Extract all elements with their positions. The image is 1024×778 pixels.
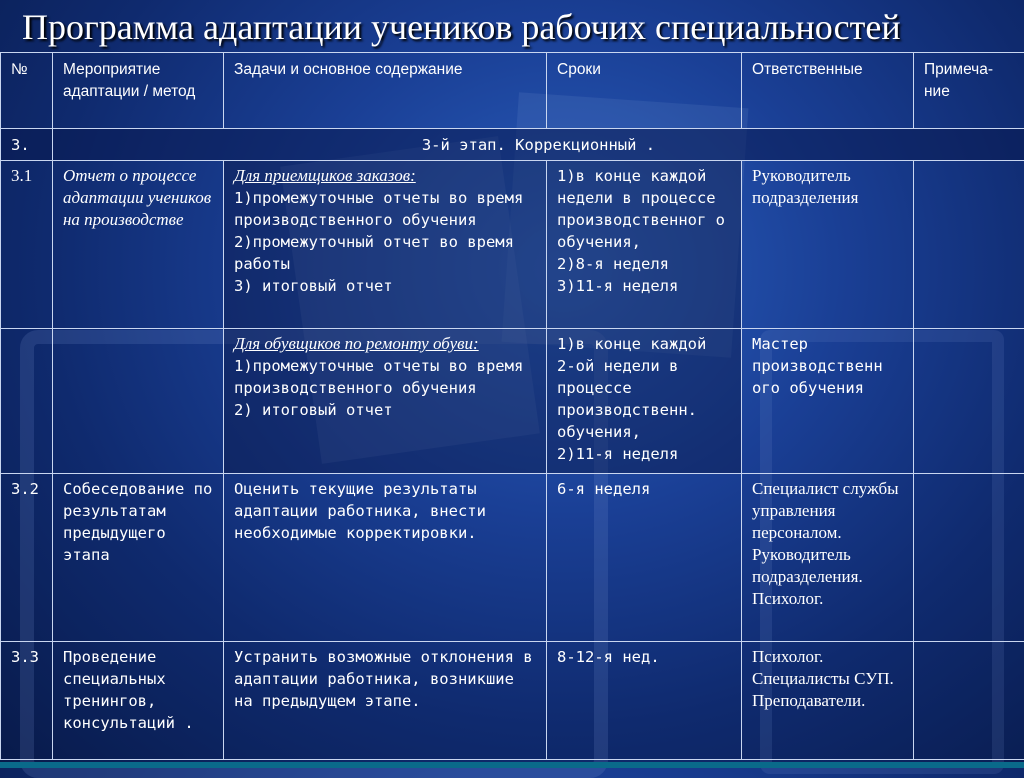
row-terms xyxy=(547,161,742,329)
row-responsible: Руководитель подразделения xyxy=(742,161,914,329)
row-num: 3.2 xyxy=(1,474,53,642)
row-notes xyxy=(914,329,1024,474)
row-event: Отчет о процессе адаптации учеников на производстве xyxy=(53,161,224,329)
tasks-item: 3) итоговый отчет xyxy=(234,275,536,297)
row-event: Собеседование по результатам предыдущего этапа xyxy=(53,474,224,642)
row-notes xyxy=(914,161,1024,329)
tasks-item: 2) итоговый отчет xyxy=(234,399,536,421)
table-row xyxy=(1,642,1024,760)
row-terms: 6-я неделя xyxy=(547,474,742,642)
slide-title: Программа адаптации учеников рабочих специальностей xyxy=(22,6,901,48)
tasks-item: 1)промежуточные отчеты во время производственного обучения xyxy=(234,187,536,231)
row-num xyxy=(1,329,53,474)
row-responsible: Мастер производственн ого обучения xyxy=(742,329,914,474)
table-row xyxy=(1,161,1024,329)
header-responsible: Ответственные xyxy=(742,53,914,129)
row-responsible: Специалист службы управления персоналом. Руководитель подразделения. Психолог. xyxy=(742,474,914,642)
table-row xyxy=(1,329,1024,474)
bottom-accent-line xyxy=(0,762,1024,768)
terms-item: 2)11-я неделя xyxy=(557,443,731,465)
table-row xyxy=(1,474,1024,642)
row-num: 3.1 xyxy=(1,161,53,329)
stage-label: 3-й этап. Коррекционный . xyxy=(53,129,1024,161)
table-header-row xyxy=(1,53,1024,129)
terms-item: 2)8-я неделя xyxy=(557,253,731,275)
row-event xyxy=(53,329,224,474)
header-event: Мероприятие адаптации / метод xyxy=(53,53,224,129)
row-num: 3.3 xyxy=(1,642,53,760)
header-num: № xyxy=(1,53,53,129)
header-tasks: Задачи и основное содержание xyxy=(224,53,547,129)
tasks-item: 1)промежуточные отчеты во время производственного обучения xyxy=(234,355,536,399)
terms-item: 3)11-я неделя xyxy=(557,275,731,297)
row-notes xyxy=(914,474,1024,642)
header-terms: Сроки xyxy=(547,53,742,129)
terms-item: 1)в конце каждой 2-ой недели в процессе производственн. обучения, xyxy=(557,333,731,443)
row-tasks: Устранить возможные отклонения в адаптации работника, возникшие на предыдущем этапе. xyxy=(224,642,547,760)
row-responsible: Психолог. Специалисты СУП. Преподаватели. xyxy=(742,642,914,760)
stage-num: 3. xyxy=(1,129,53,161)
stage-row xyxy=(1,129,1024,161)
row-notes xyxy=(914,642,1024,760)
row-tasks xyxy=(224,161,547,329)
row-tasks xyxy=(224,329,547,474)
adaptation-program-table xyxy=(0,52,1024,760)
tasks-heading: Для обувщиков по ремонту обуви: xyxy=(234,333,536,355)
header-notes: Примеча-ние xyxy=(914,53,1024,129)
row-terms: 8-12-я нед. xyxy=(547,642,742,760)
tasks-item: 2)промежуточный отчет во время работы xyxy=(234,231,536,275)
tasks-heading: Для приемщиков заказов: xyxy=(234,165,536,187)
row-tasks: Оценить текущие результаты адаптации работника, внести необходимые корректировки. xyxy=(224,474,547,642)
terms-item: 1)в конце каждой недели в процессе производственног о обучения, xyxy=(557,165,731,253)
row-event: Проведение специальных тренингов, консультаций . xyxy=(53,642,224,760)
row-terms xyxy=(547,329,742,474)
